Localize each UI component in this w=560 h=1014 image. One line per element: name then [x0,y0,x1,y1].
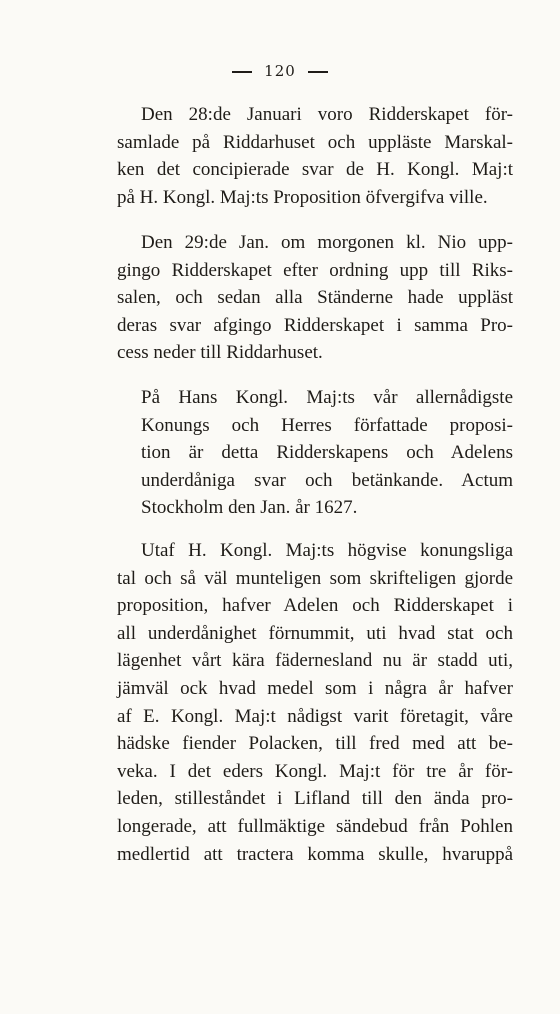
text-line: hädske fiender Polacken, till fred med att be- [117,733,513,755]
text-line: Den 29:de Jan. om morgonen kl. Nio upp- [141,232,513,253]
paragraph-1 [117,101,513,211]
page-number: 120 [264,62,296,80]
text-line: salen, och sedan alla Ständerne hade uppläst [117,287,513,309]
text-line: proposition, hafver Adelen och Ridderskapet i [117,595,513,617]
text-line: veka. I det eders Kongl. Maj:t för tre år för- [117,760,513,782]
text-line: samlade på Riddarhuset och uppläste Marskal- [117,131,513,153]
text-line: af E. Kongl. Maj:t nådigst varit företagit, våre [117,705,513,727]
text-line: På Hans Kongl. Maj:ts vår allernådigste [141,387,513,408]
text-line: medlertid att tractera komma skulle, hvaruppå [117,843,513,865]
text-line: cess neder till Riddarhuset. [117,342,323,364]
text-line: Utaf H. Kongl. Maj:ts högvise konungsliga [141,540,513,561]
text-line: lägenhet vårt kära fädernesland nu är stadd uti, [117,650,513,672]
text-line: Stockholm den Jan. år 1627. [141,497,358,519]
text-line: gingo Ridderskapet efter ordning upp till Riks- [117,259,513,281]
text-line: all underdånighet förnummit, uti hvad stat och [117,622,513,644]
text-line: ken det concipierade svar de H. Kongl. Maj:t [117,159,513,181]
page-header [0,62,560,80]
text-line: Den 28:de Januari voro Ridderskapet för- [141,104,513,125]
text-line: Konungs och Herres författade proposi- [141,414,513,436]
text-line: deras svar afgingo Ridderskapet i samma Pro- [117,314,513,336]
text-line: tal och så väl munteligen som skrifteligen gjorde [117,567,513,589]
header-dash-right [308,71,328,73]
text-line: tion är detta Ridderskapens och Adelens [141,442,513,464]
text-line: på H. Kongl. Maj:ts Proposition öfvergifva ville. [117,186,488,208]
paragraph-3 [117,384,513,522]
paragraph-2 [117,229,513,367]
text-line: underdåniga svar och betänkande. Actum [141,469,513,491]
text-line: leden, stilleståndet i Lifland till den ända pro- [117,788,513,810]
header-dash-left [232,71,252,73]
text-line: jämväl ock hvad medel som i några år hafver [117,677,513,699]
text-line: longerade, att fullmäktige sändebud från Pohlen [117,815,513,837]
paragraph-4 [117,537,513,868]
